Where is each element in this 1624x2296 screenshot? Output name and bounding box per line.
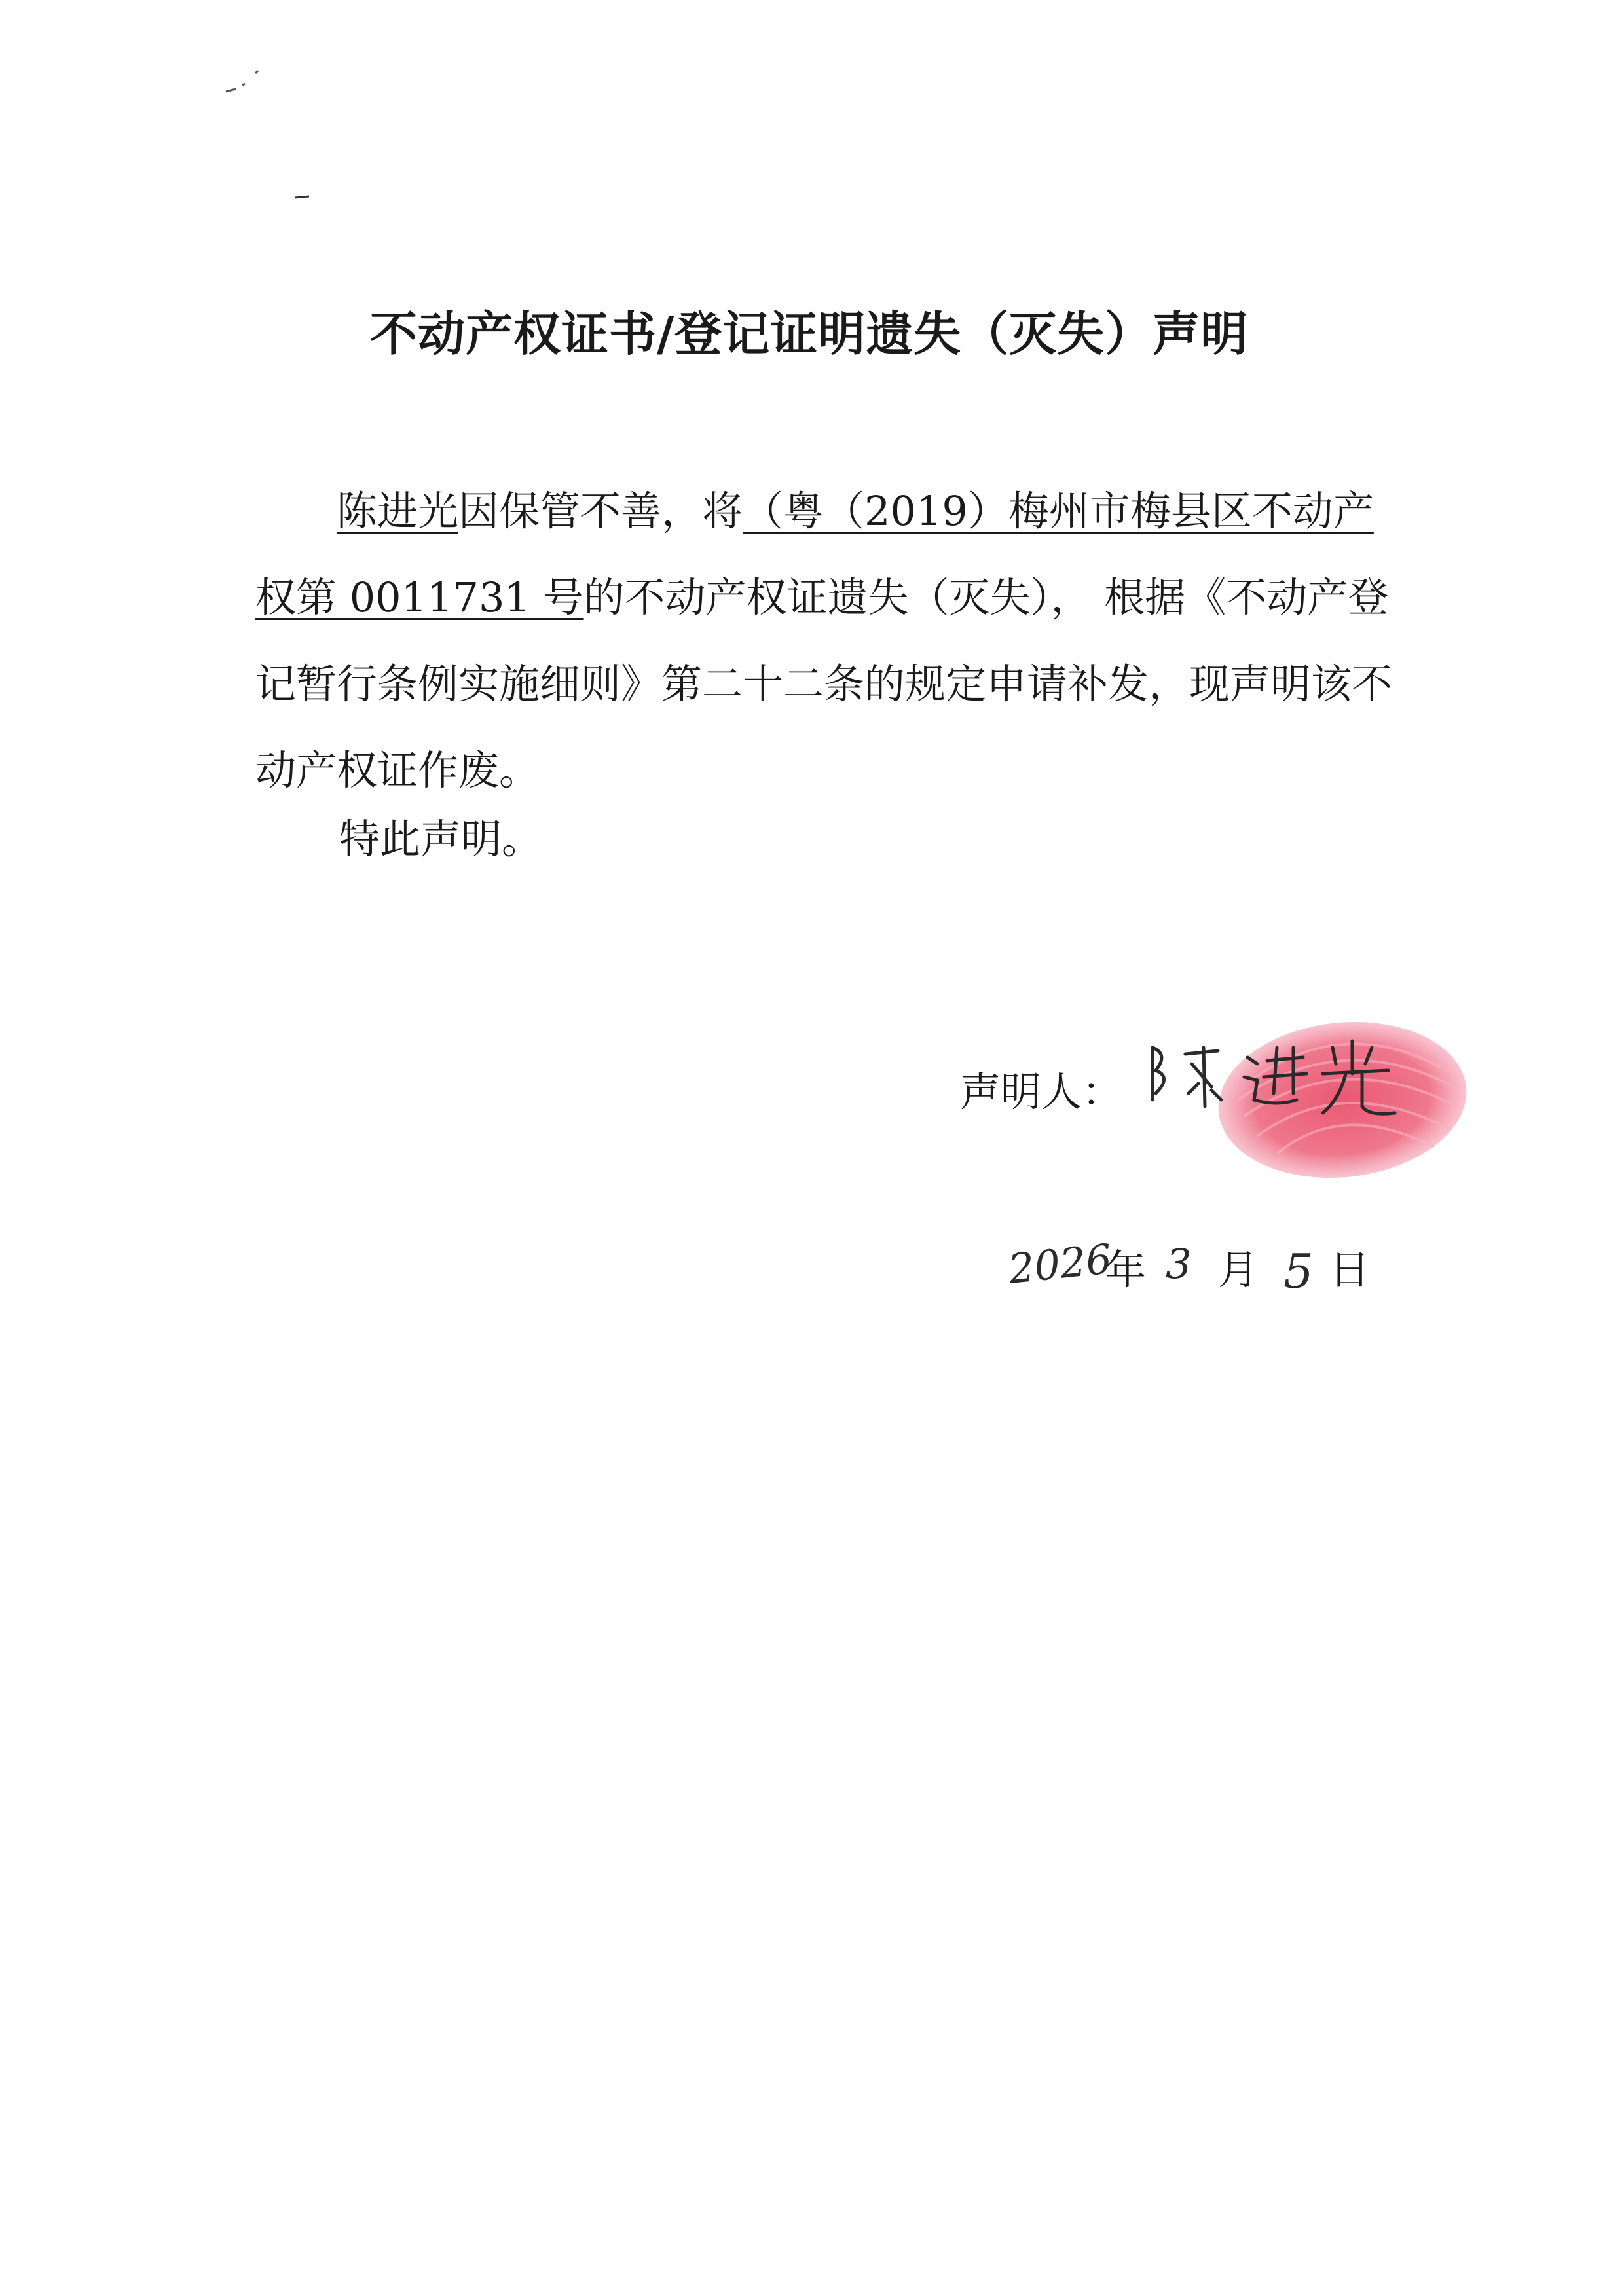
date-day: 5 [1283,1244,1314,1299]
declarant-label: 声明人： [960,1068,1123,1116]
date-month-char: 月 [1218,1246,1259,1294]
closing-statement: 特此声明。 [339,815,543,863]
signature-with-fingerprint [1126,1002,1480,1198]
date-month: 3 [1166,1240,1192,1288]
date-day-char: 日 [1329,1246,1371,1294]
scan-mark-top [223,65,268,98]
declaration-paragraph [255,468,1395,814]
date-year-char: 年 [1105,1246,1147,1294]
date-year: 2026 [1006,1234,1115,1294]
fingerprint-icon [1211,1010,1475,1190]
scan-mark-left [293,194,313,200]
paragraph-text-1: 因保管不善，将 [458,487,743,535]
document-title: 不动产权证书/登记证明遗失（灭失）声明 [370,306,1249,361]
declaration-date [1008,1231,1401,1303]
paragraph-text-2: 的不动产权证遗失（灭失）， 根据《不动产登记暂行条例实施细则》第二十二条的规定申请补发，现声明该不动产权证作废。 [255,574,1393,794]
certificate-number: （粤（2019）梅州市梅县区不动产权第 0011731 号 [255,487,1374,621]
owner-name: 陈进光 [337,487,459,535]
